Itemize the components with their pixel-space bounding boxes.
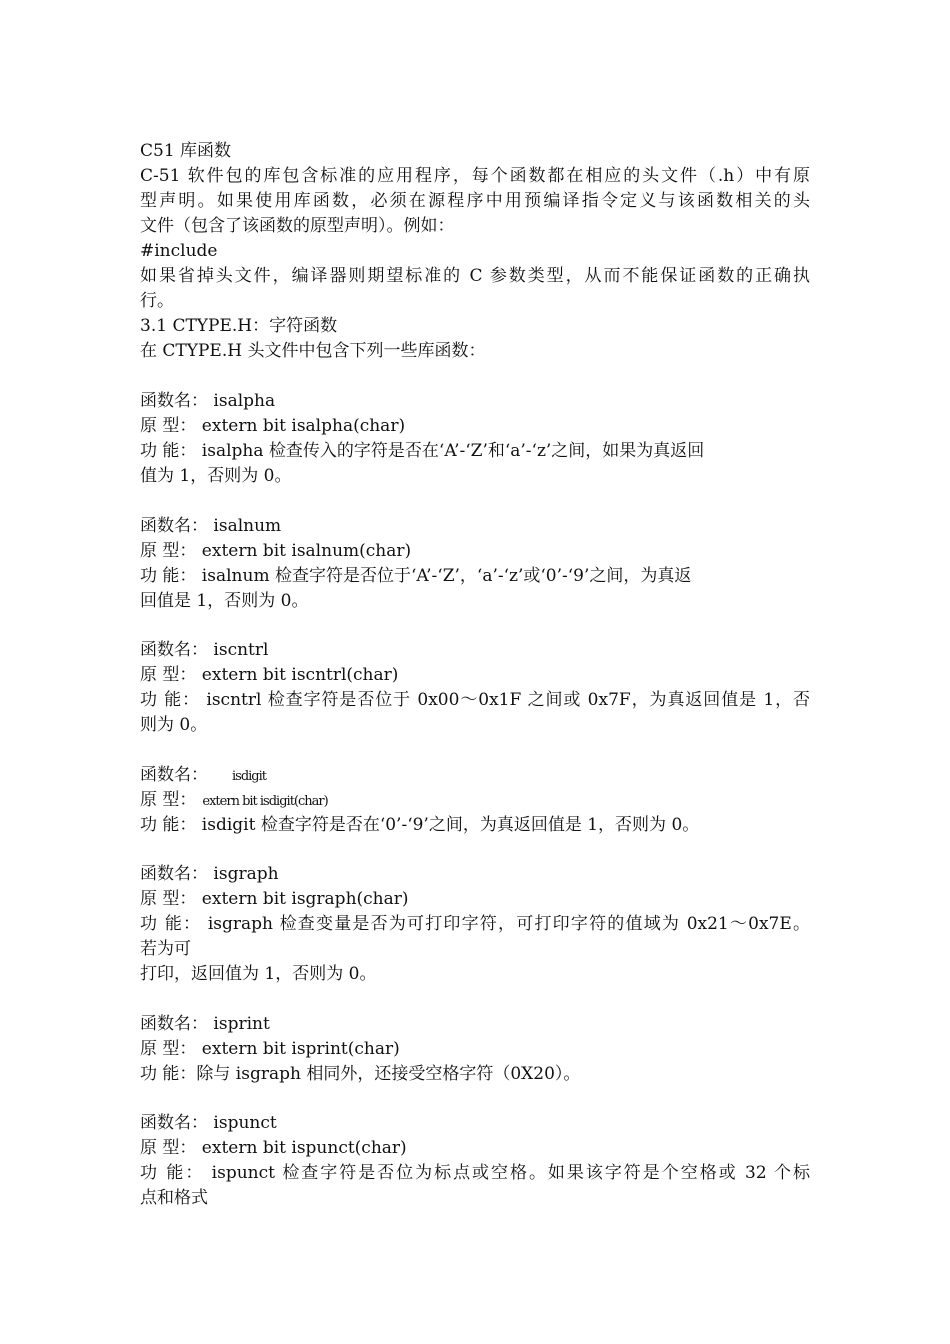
entry-function: 功 能： iscntrl 检查字符是否位于 0x00～0x1F 之间或 0x7F，为真返回值是 1，否 <box>140 690 810 710</box>
doc-title: C51 库函数 <box>140 141 232 161</box>
entry-proto-label: 原 型： <box>140 790 197 810</box>
entry-prototype: 原 型： extern bit isalpha(char) <box>140 416 406 436</box>
entry-name: 函数名： isprint <box>140 1014 270 1034</box>
entry-name <box>140 763 266 787</box>
entry-function: 功 能： ispunct 检查字符是否位为标点或空格。如果该字符是个空格或 32 个标 <box>140 1163 810 1183</box>
entry-name-label: 函数名： <box>140 765 208 785</box>
entry-function: 功 能： isgraph 检查变量是否为可打印字符，可打印字符的值域为 0x21～0x7E。 <box>140 914 810 934</box>
intro-line: 型声明。如果使用库函数，必须在源程序中用预编译指令定义与该函数相关的头 <box>140 191 810 211</box>
entry-prototype: 原 型： extern bit isgraph(char) <box>140 889 409 909</box>
entry-function: 点和格式 <box>140 1188 208 1208</box>
intro-line: 行。 <box>140 291 174 311</box>
entry-prototype: 原 型： extern bit isprint(char) <box>140 1039 400 1059</box>
entry-function: 打印，返回值为 1，否则为 0。 <box>140 964 377 984</box>
entry-function: 回值是 1，否则为 0。 <box>140 591 309 611</box>
entry-name: 函数名： iscntrl <box>140 640 269 660</box>
entry-prototype: 原 型： extern bit iscntrl(char) <box>140 665 399 685</box>
entry-function: 功 能：除与 isgraph 相同外，还接受空格字符（0X20）。 <box>140 1064 581 1084</box>
entry-function: 功 能： isalpha 检查传入的字符是否在‘A’-‘Z’和‘a’-‘z’之间，如果为真返回 <box>140 441 705 461</box>
entry-name: 函数名： ispunct <box>140 1113 277 1133</box>
intro-line: 文件（包含了该函数的原型声明）。例如： <box>140 216 455 236</box>
include-line: #include <box>140 241 218 261</box>
intro-line: C-51 软件包的库包含标准的应用程序，每个函数都在相应的头文件（.h）中有原 <box>140 166 810 186</box>
section-intro: 在 CTYPE.H 头文件中包含下列一些库函数： <box>140 341 486 361</box>
entry-prototype: 原 型： extern bit ispunct(char) <box>140 1138 407 1158</box>
entry-function: 功 能： isdigit 检查字符是否在‘0’-‘9’之间，为真返回值是 1，否则为 0。 <box>140 815 700 835</box>
entry-function: 则为 0。 <box>140 715 208 735</box>
entry-proto-value: extern bit isdigit(char) <box>202 794 328 809</box>
section-heading: 3.1 CTYPE.H：字符函数 <box>140 316 338 336</box>
entry-name: 函数名： isalpha <box>140 391 276 411</box>
entry-function: 值为 1，否则为 0。 <box>140 466 292 486</box>
entry-function: 功 能： isalnum 检查字符是否位于‘A’-‘Z’，‘a’-‘z’或‘0’-‘9’之间，为真返 <box>140 566 692 586</box>
intro-line: 如果省掉头文件，编译器则期望标准的 C 参数类型，从而不能保证函数的正确执 <box>140 266 810 286</box>
entry-name-value: isdigit <box>232 769 267 784</box>
entry-function: 若为可 <box>140 939 191 959</box>
entry-prototype <box>140 788 328 812</box>
entry-prototype: 原 型： extern bit isalnum(char) <box>140 541 412 561</box>
entry-name: 函数名： isgraph <box>140 864 279 884</box>
entry-name: 函数名： isalnum <box>140 516 282 536</box>
